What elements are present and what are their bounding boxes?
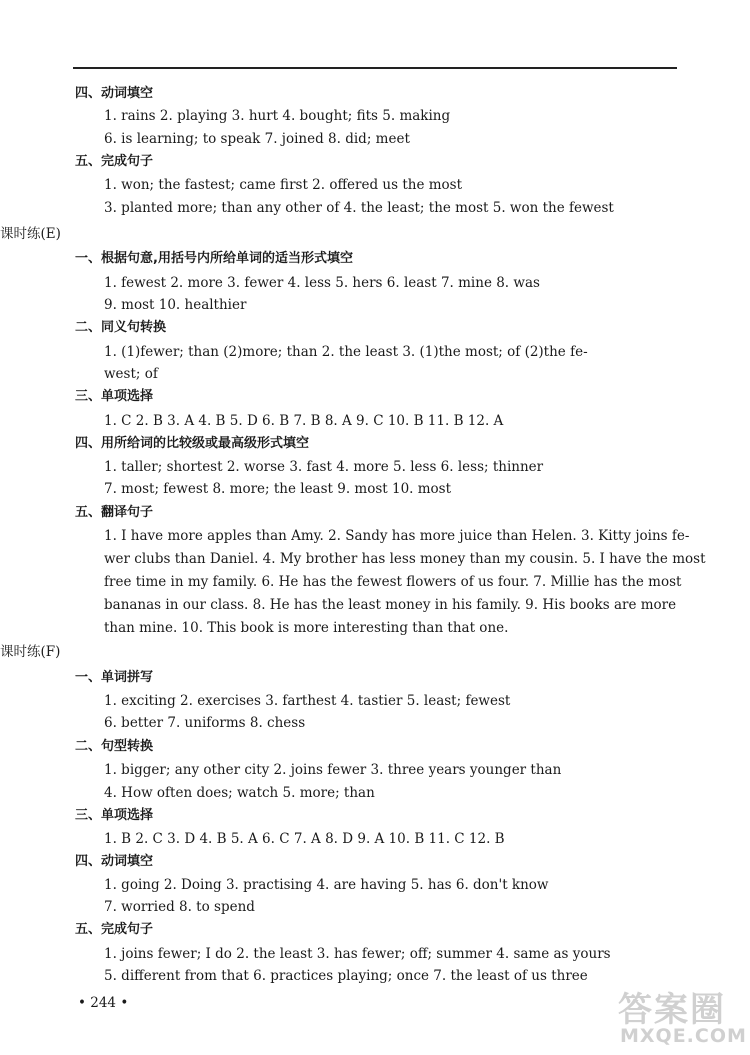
answer-line: 9. most 10. healthier (104, 297, 247, 313)
section-heading: 四、动词填空 (75, 86, 154, 101)
section-heading: 四、用所给词的比较级或最高级形式填空 (75, 436, 310, 451)
answer-line: 1. exciting 2. exercises 3. farthest 4. tastier 5. least; fewest (104, 693, 511, 709)
section-heading: 四、动词填空 (75, 854, 154, 869)
answer-line: 1. won; the fastest; came first 2. offered us the most (104, 177, 463, 193)
answer-line: 1. (1)fewer; than (2)more; than 2. the least 3. (1)the most; of (2)the fe- (104, 344, 588, 360)
answer-line: 7. most; fewest 8. more; the least 9. most 10. most (104, 481, 452, 497)
watermark-en: MXQE.COM (620, 1025, 747, 1047)
answer-line: free time in my family. 6. He has the fewest flowers of us four. 7. Millie has the most (104, 574, 682, 590)
lesson-title: 课时练(F) (0, 644, 61, 660)
answer-line: 4. How often does; watch 5. more; than (104, 785, 375, 801)
section-heading: 三、单项选择 (75, 389, 154, 404)
answer-line: 1. C 2. B 3. A 4. B 5. D 6. B 7. B 8. A 9. C 10. B 11. B 12. A (104, 413, 504, 429)
section-heading: 三、单项选择 (75, 808, 154, 823)
page-number: • 244 • (78, 995, 129, 1011)
answer-line: wer clubs than Daniel. 4. My brother has less money than my cousin. 5. I have the most (104, 551, 706, 567)
answer-line: 1. B 2. C 3. D 4. B 5. A 6. C 7. A 8. D 9. A 10. B 11. C 12. B (104, 831, 505, 847)
answer-line: 1. going 2. Doing 3. practising 4. are having 5. has 6. don't know (104, 877, 549, 893)
answer-line: 5. different from that 6. practices playing; once 7. the least of us three (104, 968, 588, 984)
answer-line: than mine. 10. This book is more interesting than that one. (104, 620, 509, 636)
answer-line: 1. fewest 2. more 3. fewer 4. less 5. hers 6. least 7. mine 8. was (104, 275, 540, 291)
answer-line: bananas in our class. 8. He has the least money in his family. 9. His books are more (104, 597, 677, 613)
lesson-title: 课时练(E) (0, 226, 61, 242)
section-heading: 五、翻译句子 (75, 505, 154, 520)
header-rule (73, 67, 677, 69)
section-heading: 一、单词拼写 (75, 670, 154, 685)
answer-line: 6. is learning; to speak 7. joined 8. did; meet (104, 131, 410, 147)
answer-line: 1. I have more apples than Amy. 2. Sandy has more juice than Helen. 3. Kitty joins fe- (104, 528, 690, 544)
section-heading: 二、同义句转换 (75, 320, 167, 335)
section-heading: 五、完成句子 (75, 922, 154, 937)
answer-line: 1. joins fewer; I do 2. the least 3. has fewer; off; summer 4. same as yours (104, 946, 611, 962)
answer-line: 3. planted more; than any other of 4. the least; the most 5. won the fewest (104, 200, 614, 216)
answer-line: west; of (104, 366, 158, 382)
watermark-logo (618, 990, 747, 1047)
answer-line: 7. worried 8. to spend (104, 899, 255, 915)
answer-line: 1. taller; shortest 2. worse 3. fast 4. more 5. less 6. less; thinner (104, 459, 544, 475)
section-heading: 二、句型转换 (75, 739, 154, 754)
answer-line: 1. bigger; any other city 2. joins fewer 3. three years younger than (104, 762, 562, 778)
section-heading: 五、完成句子 (75, 154, 154, 169)
section-heading: 一、根据句意,用括号内所给单词的适当形式填空 (75, 251, 353, 266)
watermark-cn: 答案圈 (618, 990, 726, 1030)
answer-line: 1. rains 2. playing 3. hurt 4. bought; fits 5. making (104, 108, 451, 124)
answer-line: 6. better 7. uniforms 8. chess (104, 715, 306, 731)
